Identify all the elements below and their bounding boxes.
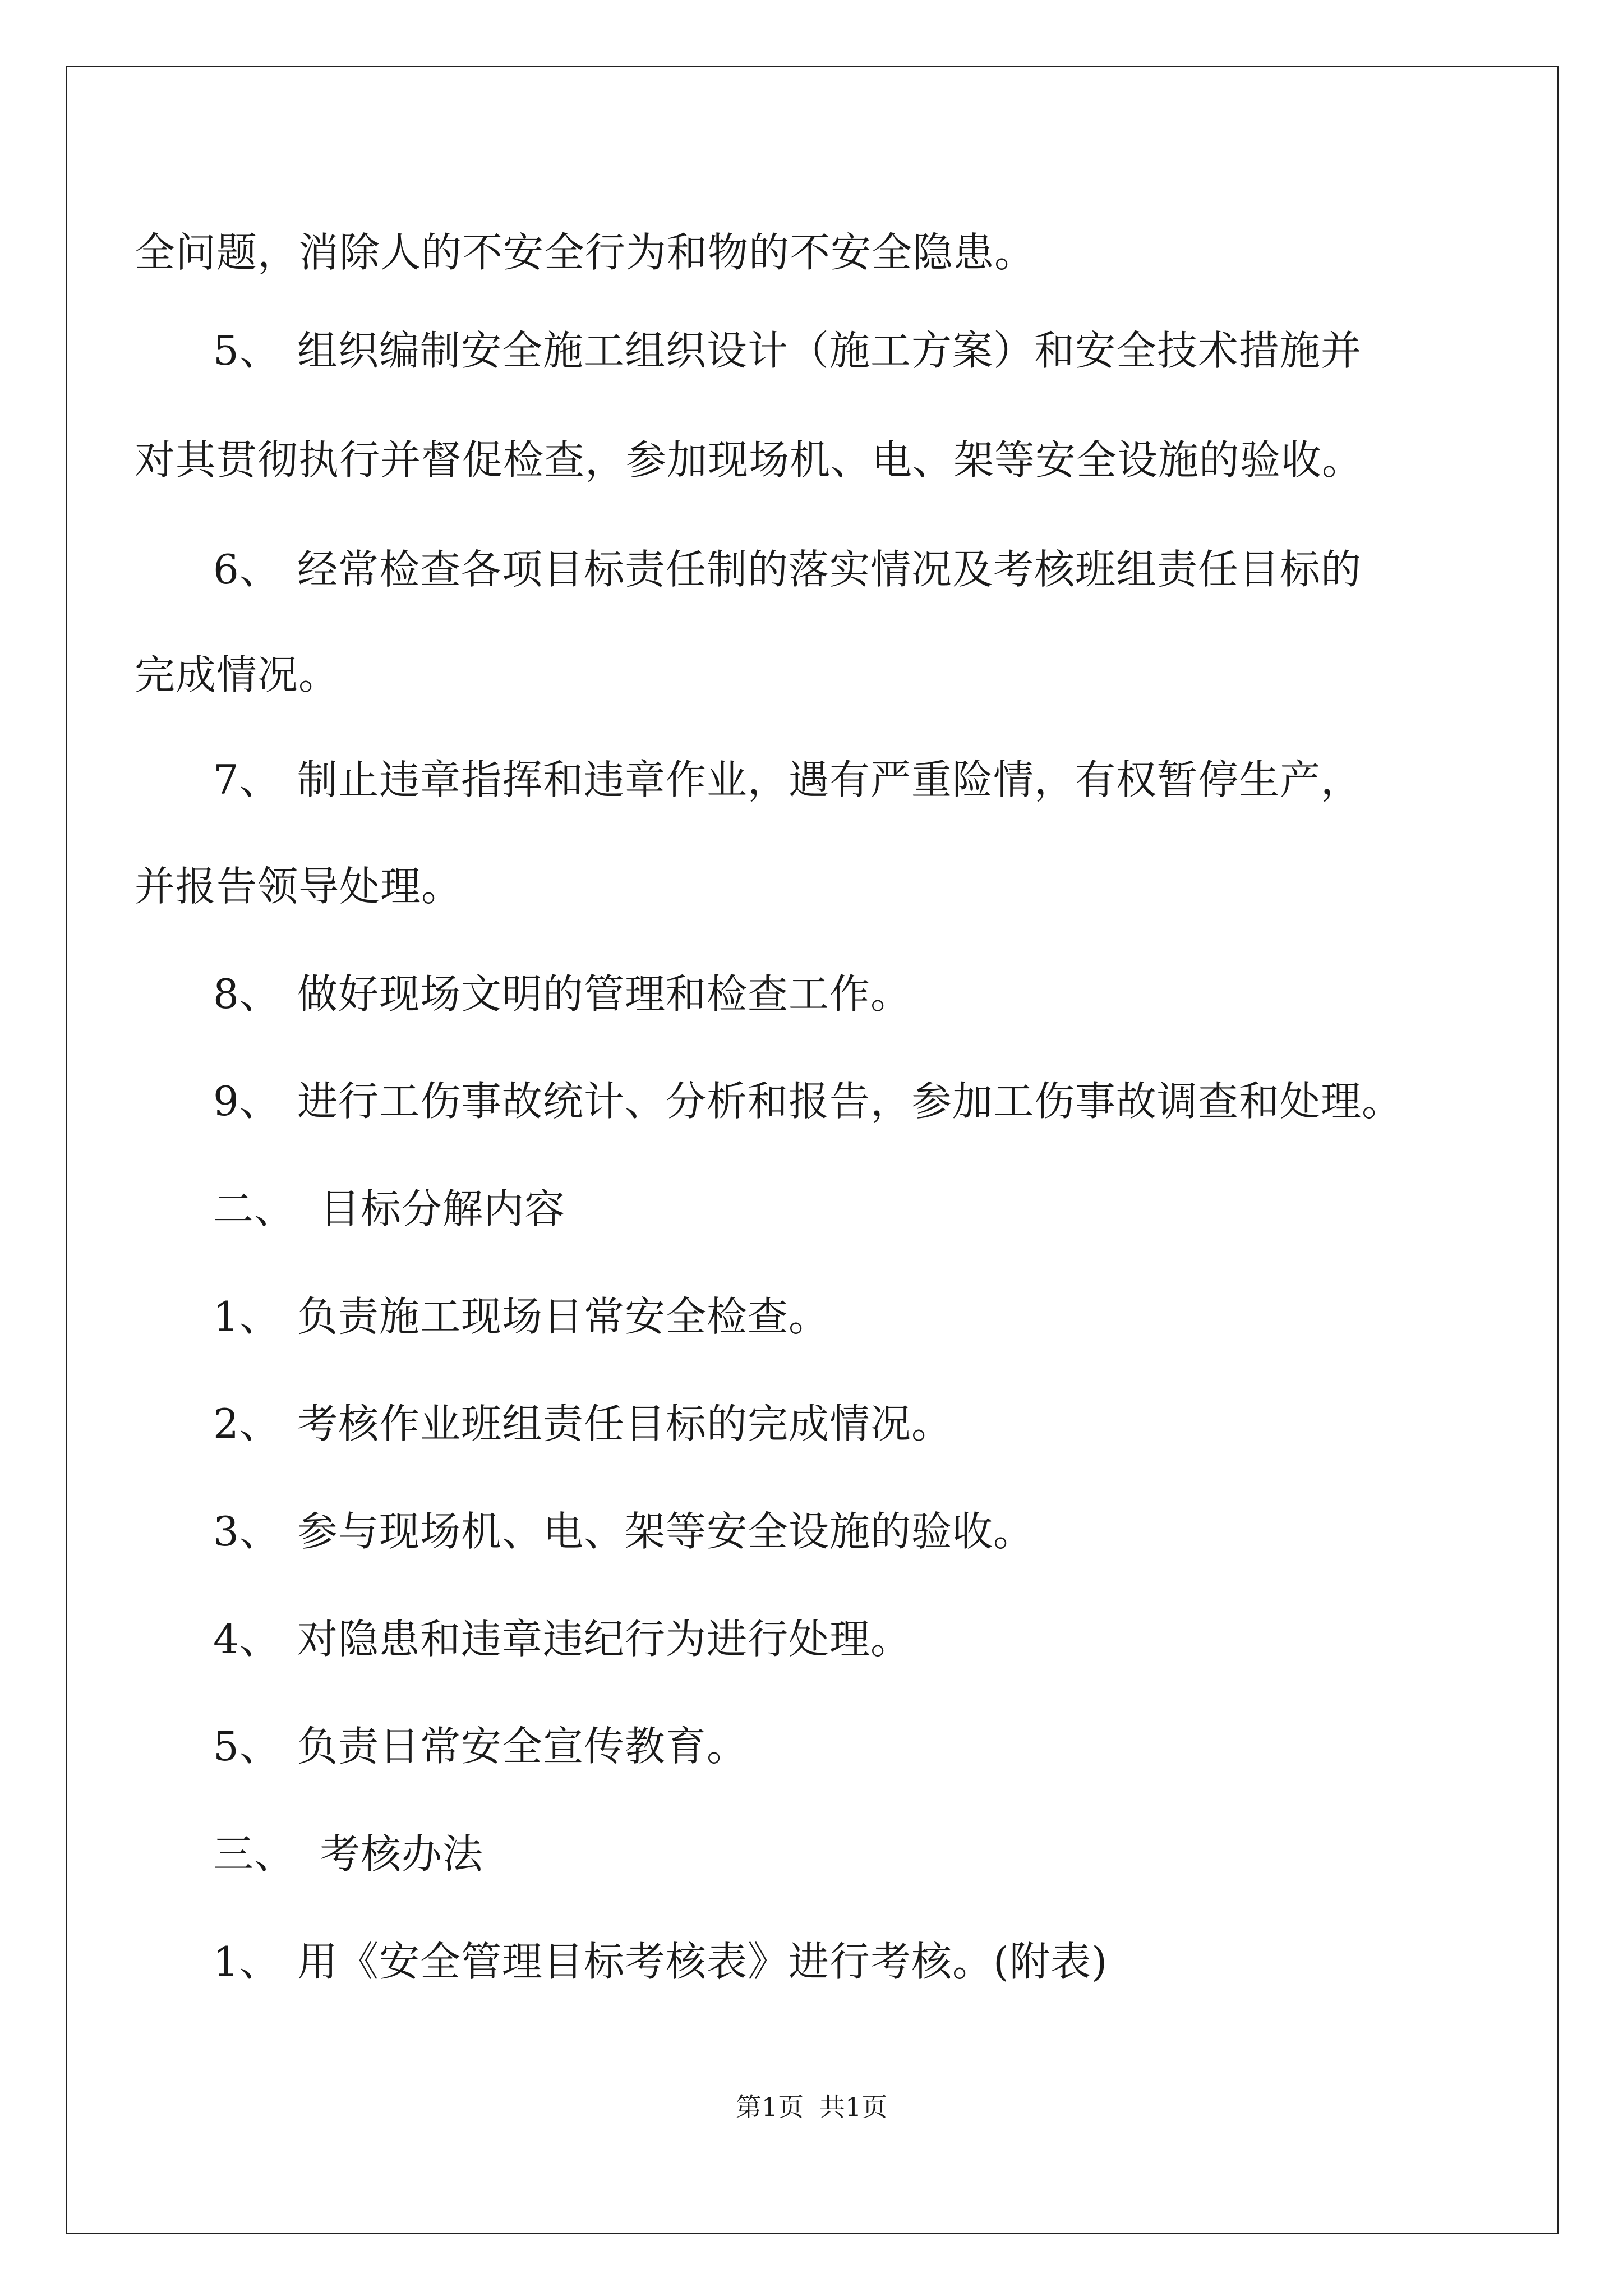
list-item-5-continued bbox=[135, 426, 1363, 494]
item-text: 并报告领导处理。 bbox=[135, 863, 463, 910]
page-number: 第1页 bbox=[735, 2092, 804, 2122]
list-item-9 bbox=[213, 1068, 1403, 1135]
item-number: 9、 bbox=[213, 1078, 280, 1125]
list-item-6-continued bbox=[135, 641, 339, 708]
section-heading-2 bbox=[213, 1175, 565, 1243]
section-title: 目标分解内容 bbox=[320, 1185, 566, 1232]
item-text: 制止违章指挥和违章作业，遇有严重险情，有权暂停生产， bbox=[297, 756, 1362, 803]
list-item-2-1 bbox=[213, 1283, 829, 1350]
list-item-2-4 bbox=[213, 1605, 911, 1673]
item-number: 6、 bbox=[213, 546, 280, 593]
item-text: 完成情况。 bbox=[135, 651, 340, 698]
item-text: 用《安全管理目标考核表》进行考核。(附表) bbox=[297, 1938, 1108, 1985]
list-item-3-1 bbox=[213, 1928, 1108, 1995]
list-item-7-continued bbox=[135, 853, 462, 920]
item-text: 参与现场机、电、架等安全设施的验收。 bbox=[297, 1508, 1035, 1555]
text-line: 全问题，消除人的不安全行为和物的不安全隐患。 bbox=[135, 229, 1036, 276]
paragraph-line bbox=[135, 219, 1035, 286]
item-text: 组织编制安全施工组织设计（施工方案）和安全技术措施并 bbox=[297, 327, 1362, 374]
item-text: 负责日常安全宣传教育。 bbox=[297, 1723, 748, 1770]
list-item-6 bbox=[213, 536, 1362, 603]
page-total: 共1页 bbox=[819, 2092, 888, 2122]
item-number: 7、 bbox=[213, 756, 280, 803]
item-number: 3、 bbox=[213, 1508, 280, 1555]
item-number: 1、 bbox=[213, 1938, 280, 1985]
list-item-2-5 bbox=[213, 1713, 748, 1780]
item-number: 5、 bbox=[213, 327, 280, 374]
list-item-2-2 bbox=[213, 1390, 952, 1457]
page-footer bbox=[0, 2090, 1623, 2124]
item-number: 2、 bbox=[213, 1400, 280, 1447]
list-item-2-3 bbox=[213, 1498, 1034, 1565]
section-heading-3 bbox=[213, 1820, 483, 1888]
section-number: 三、 bbox=[213, 1830, 296, 1878]
section-title: 考核办法 bbox=[320, 1830, 484, 1878]
item-number: 4、 bbox=[213, 1616, 280, 1663]
page-border bbox=[66, 66, 1559, 2234]
item-text: 对隐患和违章违纪行为进行处理。 bbox=[297, 1616, 912, 1663]
item-number: 1、 bbox=[213, 1293, 280, 1340]
item-text: 进行工伤事故统计、分析和报告，参加工伤事故调查和处理。 bbox=[297, 1078, 1403, 1125]
item-text: 经常检查各项目标责任制的落实情况及考核班组责任目标的 bbox=[297, 546, 1362, 593]
item-number: 5、 bbox=[213, 1723, 280, 1770]
item-text: 做好现场文明的管理和检查工作。 bbox=[297, 970, 912, 1018]
section-number: 二、 bbox=[213, 1185, 296, 1232]
list-item-5 bbox=[213, 317, 1362, 384]
item-text: 考核作业班组责任目标的完成情况。 bbox=[297, 1400, 953, 1447]
item-text: 对其贯彻执行并督促检查，参加现场机、电、架等安全设施的验收。 bbox=[135, 436, 1363, 484]
item-text: 负责施工现场日常安全检查。 bbox=[297, 1293, 830, 1340]
list-item-7 bbox=[213, 746, 1362, 813]
item-number: 8、 bbox=[213, 970, 280, 1018]
list-item-8 bbox=[213, 960, 911, 1028]
